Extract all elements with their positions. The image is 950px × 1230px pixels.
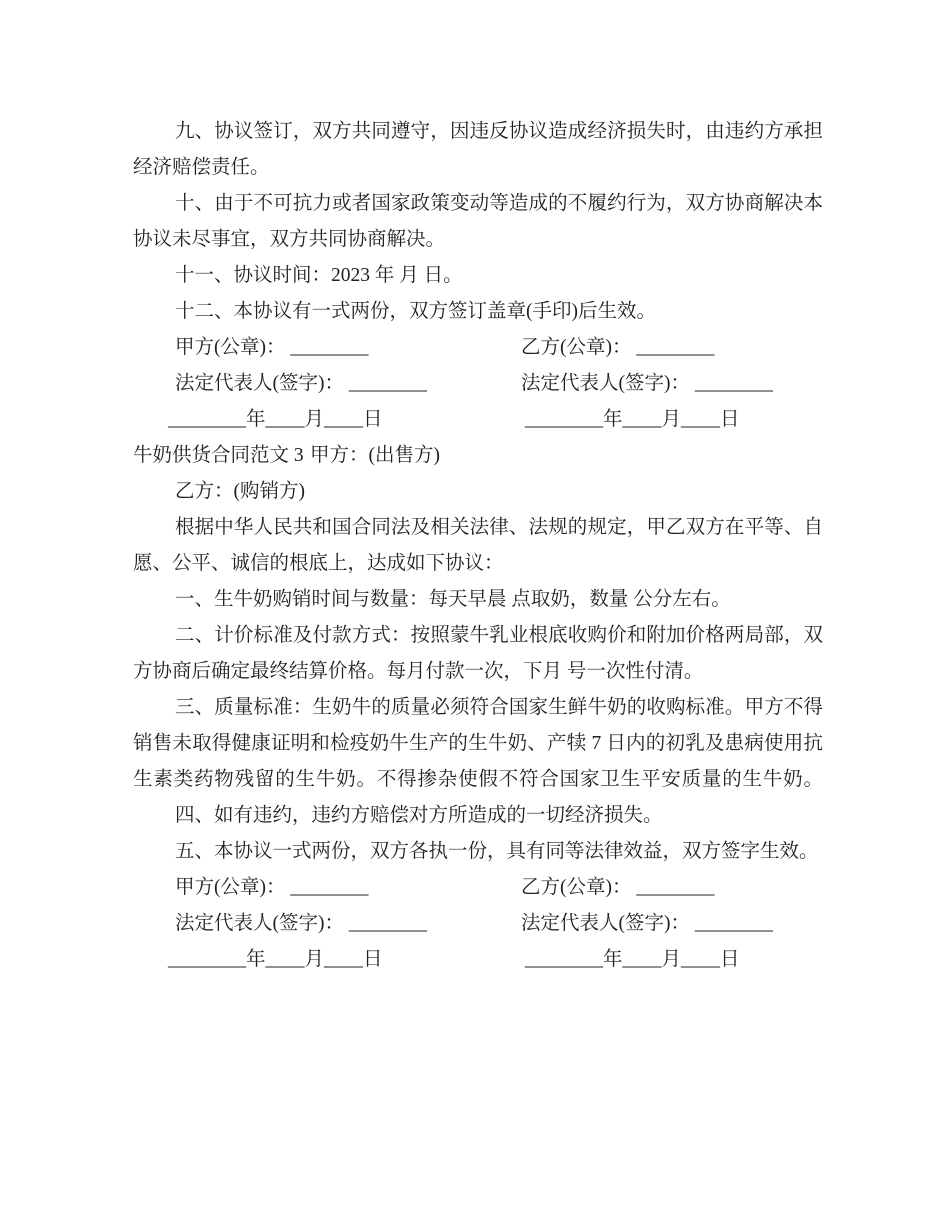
date-row-2 [133,942,823,978]
preamble-line-2: 愿、公平、诚信的根底上，达成如下协议： [133,553,504,574]
legal-representative-row-1-right: 法定代表人(签字)： ________ [521,373,773,394]
seal-row-2-right: 乙方(公章)： ________ [521,877,715,898]
contract-3-title-row-right: 甲方：(出售方) [310,445,440,466]
clause-1-quantity: 一、生牛奶购销时间与数量：每天早晨 点取奶，数量 公分左右。 [175,589,731,610]
date-row-1-left: ________年____月____日 [168,409,383,430]
legal-representative-row-1 [133,366,823,402]
date-row-1-right: ________年____月____日 [525,409,740,430]
seal-row-1-right: 乙方(公章)： ________ [521,337,715,358]
clause-2-line-1: 二、计价标准及付款方式：按照蒙牛乳业根底收购价和附加价格两局部，双 [175,625,823,646]
party-b-line: 乙方：(购销方) [175,481,305,502]
clause-5-copies: 五、本协议一式两份，双方各执一份，具有同等法律效益，双方签字生效。 [175,841,819,862]
contract-3-title-row [133,438,823,474]
contract-3-title-row-left: 牛奶供货合同范文 3 [133,445,304,466]
date-row-2-right: ________年____月____日 [525,949,740,970]
legal-representative-row-2-right: 法定代表人(签字)： ________ [521,913,773,934]
date-row-1 [133,402,823,438]
seal-row-1 [133,330,823,366]
preamble-line-1: 根据中华人民共和国合同法及相关法律、法规的规定，甲乙双方在平等、自 [175,517,823,538]
clause-12-effectiveness: 十二、本协议有一式两份，双方签订盖章(手印)后生效。 [175,301,656,322]
clause-10-line-2: 协议未尽事宜，双方共同协商解决。 [133,229,446,250]
clause-4-breach: 四、如有违约，违约方赔偿对方所造成的一切经济损失。 [175,805,663,826]
legal-representative-row-1-left: 法定代表人(签字)： ________ [175,373,427,394]
clause-9-line-2: 经济赔偿责任。 [133,157,270,178]
clause-10-line-1: 十、由于不可抗力或者国家政策变动等造成的不履约行为，双方协商解决本 [175,193,823,214]
seal-row-2-left: 甲方(公章)： ________ [175,877,369,898]
document-body [133,114,823,978]
seal-row-1-left: 甲方(公章)： ________ [175,337,369,358]
clause-2-line-2: 方协商后确定最终结算价格。每月付款一次，下月 号一次性付清。 [133,661,704,682]
clause-3-line-1: 三、质量标准：生奶牛的质量必须符合国家生鲜牛奶的收购标准。甲方不得 [175,697,823,718]
clause-3-line-2: 销售未取得健康证明和检疫奶牛生产的生牛奶、产犊 7 日内的初乳及患病使用抗 [133,733,823,754]
clause-11-agreement-date: 十一、协议时间：2023 年 月 日。 [175,265,463,286]
clause-3-line-3: 生素类药物残留的生牛奶。不得掺杂使假不符合国家卫生平安质量的生牛奶。 [133,769,823,790]
seal-row-2 [133,870,823,906]
legal-representative-row-2 [133,906,823,942]
clause-9-line-1: 九、协议签订，双方共同遵守，因违反协议造成经济损失时，由违约方承担 [175,121,823,142]
date-row-2-left: ________年____月____日 [168,949,383,970]
legal-representative-row-2-left: 法定代表人(签字)： ________ [175,913,427,934]
